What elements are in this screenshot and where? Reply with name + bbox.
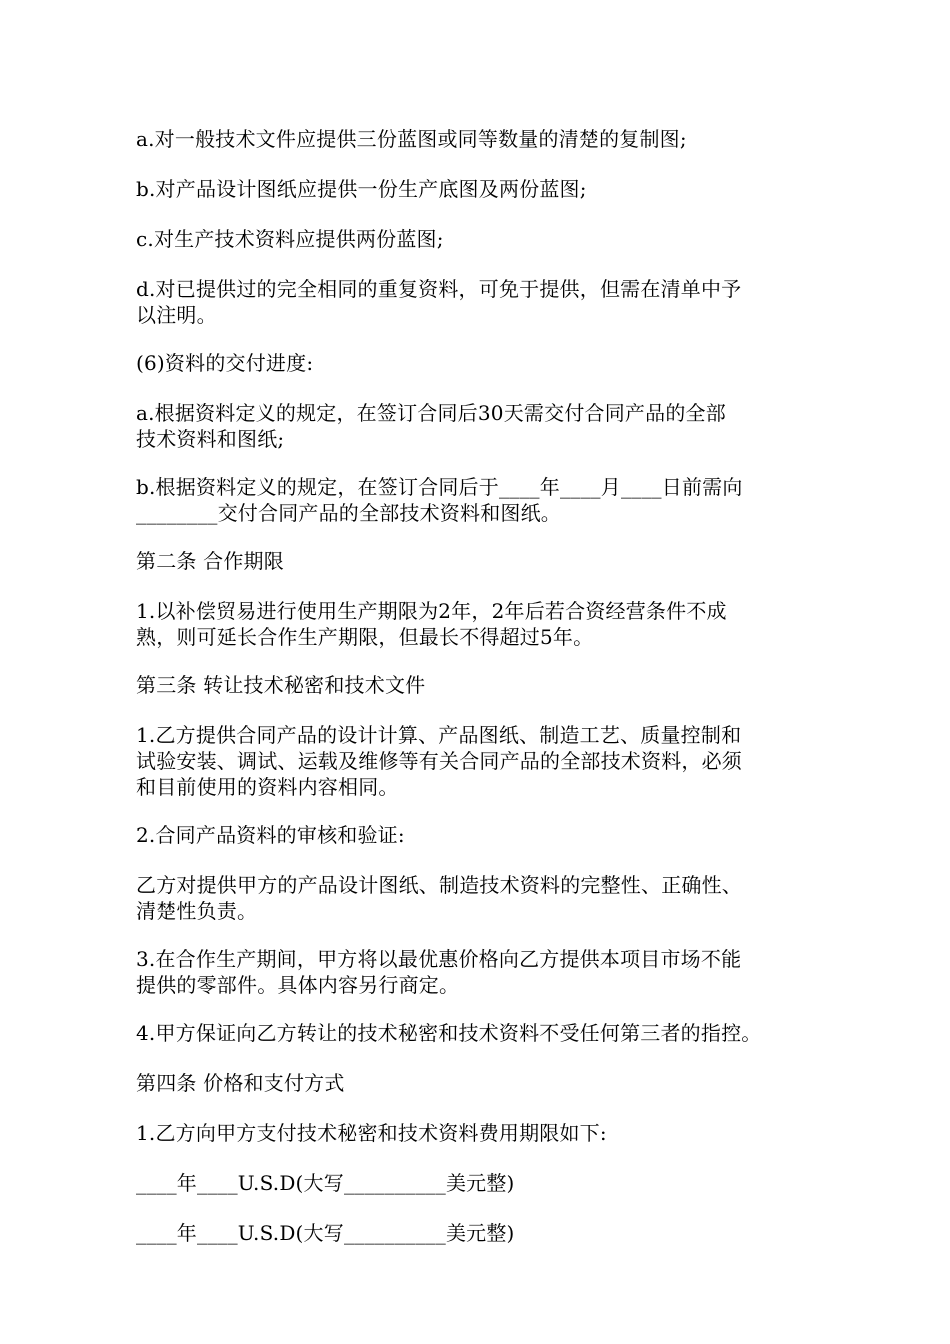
paragraph-party-b-responsible: 乙方对提供甲方的产品设计图纸、制造技术资料的完整性、正确性、 清楚性负责。 (136, 873, 742, 923)
paragraph-no-third-party-claim: 4.甲方保证向乙方转让的技术秘密和技术资料不受任何第三者的指控。 (136, 1021, 762, 1045)
payment-line-1: ____年____U.S.D(大写__________美元整) (136, 1171, 515, 1195)
article-2-heading: 第二条 合作期限 (136, 549, 284, 573)
paragraph-b-date-delivery: b.根据资料定义的规定，在签订合同后于____年____月____日前需向 ________交付合同产品的全部技术资料和图纸。 (136, 475, 743, 525)
paragraph-c-production-docs: c.对生产技术资料应提供两份蓝图; (136, 227, 444, 251)
paragraph-delivery-schedule: (6)资料的交付进度: (136, 351, 314, 375)
paragraph-payment-schedule: 1.乙方向甲方支付技术秘密和技术资料费用期限如下: (136, 1121, 607, 1145)
paragraph-a-30-days: a.根据资料定义的规定，在签订合同后30天需交付合同产品的全部 技术资料和图纸; (136, 401, 726, 451)
article-4-heading: 第四条 价格和支付方式 (136, 1071, 345, 1095)
paragraph-d-duplicate-docs: d.对已提供过的完全相同的重复资料，可免于提供，但需在清单中予 以注明。 (136, 277, 742, 327)
article-3-heading: 第三条 转让技术秘密和技术文件 (136, 673, 426, 697)
paragraph-a-general-docs: a.对一般技术文件应提供三份蓝图或同等数量的清楚的复制图; (136, 127, 687, 151)
paragraph-cooperation-term: 1.以补偿贸易进行使用生产期限为2年，2年后若合资经营条件不成 熟，则可延长合作生产期限，但最长不得超过5年。 (136, 599, 727, 649)
paragraph-review-verification: 2.合同产品资料的审核和验证: (136, 823, 405, 847)
payment-line-2: ____年____U.S.D(大写__________美元整) (136, 1221, 515, 1245)
paragraph-parts-supply: 3.在合作生产期间，甲方将以最优惠价格向乙方提供本项目市场不能 提供的零部件。具体内容另行商定。 (136, 947, 742, 997)
paragraph-b-design-drawings: b.对产品设计图纸应提供一份生产底图及两份蓝图; (136, 177, 587, 201)
paragraph-technical-materials: 1.乙方提供合同产品的设计计算、产品图纸、制造工艺、质量控制和 试验安装、调试、运载及维修等有关合同产品的全部技术资料，必须 和目前使用的资料内容相同。 (136, 723, 742, 799)
